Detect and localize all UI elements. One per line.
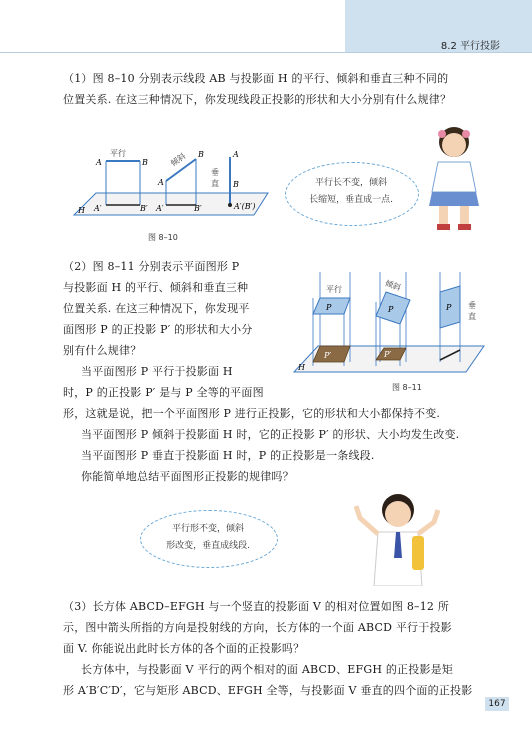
- q2-line10: 当平面图形 P 垂直于投影面 H 时，P 的正投影是一条线段.: [81, 449, 375, 462]
- fig11-label-vertical1: 垂: [468, 301, 476, 310]
- q2-line11: 你能简单地总结平面图形正投影的规律吗？: [81, 470, 294, 483]
- plane-p-parallel: [313, 298, 350, 314]
- svg-text:P: P: [388, 305, 394, 314]
- q1-line2: 位置关系. 在这三种情况下，你发现线段正投影的形状和大小分别有什么规律？: [63, 93, 452, 106]
- fig11-label-oblique: 倾斜: [383, 278, 402, 293]
- q2-line5: 别有什么规律？: [63, 344, 142, 357]
- bubble2-text: [140, 521, 276, 555]
- svg-text:A: A: [233, 150, 239, 159]
- bubble1-line2: 长缩短，垂直成一点.: [309, 195, 393, 205]
- boy-illustration: [352, 488, 444, 586]
- q2-line1: （2）图 8–11 分别表示平面图形 P: [63, 260, 240, 273]
- q2-line9: 当平面图形 P 倾斜于投影面 H 时，它的正投影 P′ 的形状、大小均发生改变.: [81, 428, 460, 441]
- figure-8-10: [68, 125, 273, 225]
- svg-text:B: B: [142, 158, 148, 167]
- fig10-label-vertical1: 垂: [211, 168, 219, 177]
- svg-text:P: P: [326, 303, 332, 312]
- q3-line1: （3）长方体 ABCD–EFGH 与一个竖直的投影面 V 的相对位置如图 8–12 所: [63, 600, 450, 613]
- figure-8-11: [288, 262, 488, 380]
- fig11-label-parallel: 平行: [326, 285, 342, 294]
- fig10-caption: 图 8–10: [148, 233, 178, 242]
- fig11-label-vertical2: 直: [468, 312, 476, 321]
- header-tab: [345, 0, 532, 52]
- bubble1-line1: 平行长不变，倾斜: [314, 178, 387, 188]
- svg-text:P: P: [446, 303, 452, 312]
- fig11-caption: 图 8–11: [392, 383, 422, 392]
- svg-text:A′: A′: [156, 204, 164, 213]
- fig11-plane-label: H: [298, 363, 305, 372]
- q3-line4: 长方体中，与投影面 V 平行的两个相对的面 ABCD、EFGH 的正投影是矩: [81, 663, 454, 676]
- svg-text:P′: P′: [324, 351, 332, 360]
- svg-text:B: B: [198, 150, 204, 159]
- fig10-label-oblique: 倾斜: [169, 151, 188, 169]
- girl-illustration: [424, 120, 484, 232]
- svg-text:A: A: [96, 158, 102, 167]
- q3-line5: 形 A′B′C′D′，它与矩形 ABCD、EFGH 全等，与投影面 V 垂直的四个面的正投影: [63, 684, 473, 697]
- svg-text:A′: A′: [94, 204, 102, 213]
- q3-line3: 面 V. 你能说出此时长方体的各个面的正投影吗？: [63, 642, 305, 655]
- svg-text:A′(B′): A′(B′): [234, 202, 256, 211]
- header-divider: [0, 52, 532, 53]
- q2-line3: 位置关系. 在这三种情况下，你发现平: [63, 302, 250, 315]
- svg-text:B′: B′: [140, 204, 148, 213]
- bubble2-line1: 平行形不变，倾斜: [171, 524, 244, 534]
- projection-point: [228, 203, 232, 207]
- q2-line4: 面图形 P 的正投影 P′ 的形状和大小分: [63, 323, 253, 336]
- svg-text:B′: B′: [194, 204, 202, 213]
- q2-line2: 与投影面 H 的平行、倾斜和垂直三种: [63, 281, 249, 294]
- page-number: 167: [485, 697, 509, 711]
- q2-line6: 当平面图形 P 平行于投影面 H: [81, 365, 233, 378]
- svg-text:A: A: [158, 178, 164, 187]
- fig10-label-vertical2: 直: [211, 179, 219, 188]
- q3-line2: 示，图中箭头所指的方向是投射线的方向，长方体的一个面 ABCD 平行于投影: [63, 621, 452, 634]
- section-title: 8.2 平行投影: [440, 41, 500, 52]
- fig10-label-parallel: 平行: [110, 149, 126, 158]
- projection-parallel: [313, 346, 350, 362]
- q2-line8: 形，这就是说，把一个平面图形 P 进行正投影，它的形状和大小都保持不变.: [63, 407, 441, 420]
- q1-line1: （1）图 8–10 分别表示线段 AB 与投影面 H 的平行、倾斜和垂直三种不同的: [63, 72, 449, 85]
- bubble1-text: [285, 175, 417, 209]
- svg-text:P′: P′: [384, 350, 392, 359]
- fig10-plane-label: H: [78, 206, 85, 215]
- bubble2-line2: 形改变，垂直成线段.: [166, 541, 250, 551]
- svg-text:B: B: [233, 180, 239, 189]
- q2-line7: 时，P 的正投影 P′ 是与 P 全等的平面图: [63, 386, 264, 399]
